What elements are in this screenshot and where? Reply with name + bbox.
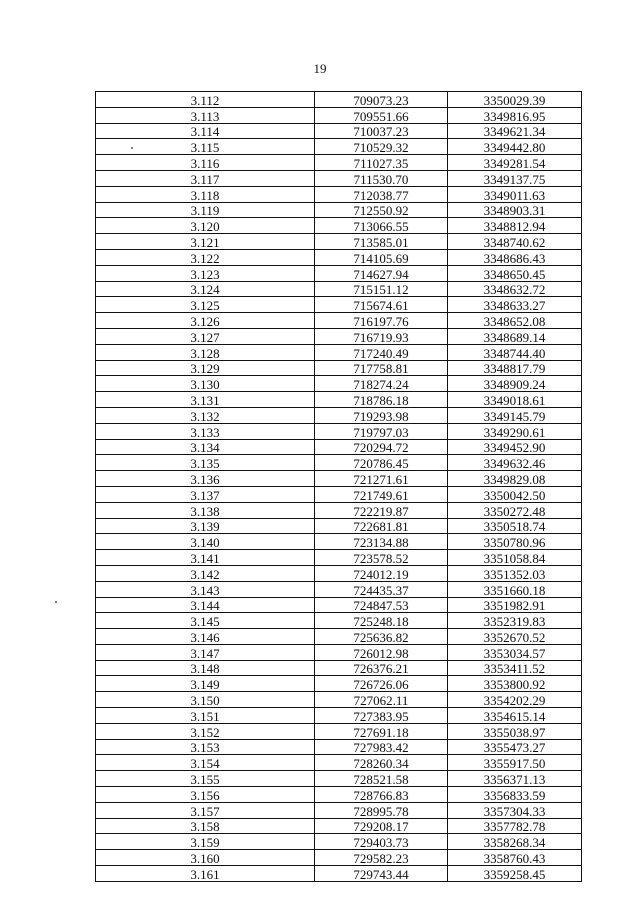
point-number-cell: 3.161 bbox=[96, 866, 315, 882]
x-coordinate-cell: 710037.23 bbox=[315, 123, 448, 139]
point-number-cell: 3.152 bbox=[96, 723, 315, 739]
x-coordinate-cell: 729403.73 bbox=[315, 834, 448, 850]
y-coordinate-cell: 3351352.03 bbox=[448, 565, 582, 581]
table-row bbox=[96, 439, 582, 455]
x-coordinate-cell: 714105.69 bbox=[315, 249, 448, 265]
point-number-cell: 3.128 bbox=[96, 344, 315, 360]
y-coordinate-cell: 3348909.24 bbox=[448, 376, 582, 392]
table-row bbox=[96, 155, 582, 171]
x-coordinate-cell: 715151.12 bbox=[315, 281, 448, 297]
y-coordinate-cell: 3349281.54 bbox=[448, 155, 582, 171]
point-number-cell: 3.138 bbox=[96, 502, 315, 518]
y-coordinate-cell: 3348632.72 bbox=[448, 281, 582, 297]
x-coordinate-cell: 713066.55 bbox=[315, 218, 448, 234]
point-number-cell: 3.119 bbox=[96, 202, 315, 218]
point-number-cell: 3.141 bbox=[96, 550, 315, 566]
y-coordinate-cell: 3349137.75 bbox=[448, 170, 582, 186]
x-coordinate-cell: 712550.92 bbox=[315, 202, 448, 218]
point-number-cell: 3.139 bbox=[96, 518, 315, 534]
table-row bbox=[96, 376, 582, 392]
table-row bbox=[96, 644, 582, 660]
x-coordinate-cell: 709551.66 bbox=[315, 107, 448, 123]
point-number-cell: 3.153 bbox=[96, 739, 315, 755]
table-row bbox=[96, 565, 582, 581]
y-coordinate-cell: 3355473.27 bbox=[448, 739, 582, 755]
table-row bbox=[96, 249, 582, 265]
x-coordinate-cell: 728521.58 bbox=[315, 771, 448, 787]
x-coordinate-cell: 720294.72 bbox=[315, 439, 448, 455]
table-row bbox=[96, 92, 582, 108]
y-coordinate-cell: 3356371.13 bbox=[448, 771, 582, 787]
table-row bbox=[96, 281, 582, 297]
x-coordinate-cell: 725636.82 bbox=[315, 629, 448, 645]
table-row bbox=[96, 486, 582, 502]
x-coordinate-cell: 726726.06 bbox=[315, 676, 448, 692]
table-row bbox=[96, 313, 582, 329]
x-coordinate-cell: 727383.95 bbox=[315, 708, 448, 724]
table-row bbox=[96, 866, 582, 882]
x-coordinate-cell: 709073.23 bbox=[315, 92, 448, 108]
coordinates-table-body bbox=[96, 92, 582, 882]
y-coordinate-cell: 3349632.46 bbox=[448, 455, 582, 471]
point-number-cell: 3.149 bbox=[96, 676, 315, 692]
x-coordinate-cell: 722681.81 bbox=[315, 518, 448, 534]
table-row bbox=[96, 107, 582, 123]
x-coordinate-cell: 724012.19 bbox=[315, 565, 448, 581]
x-coordinate-cell: 721749.61 bbox=[315, 486, 448, 502]
y-coordinate-cell: 3357782.78 bbox=[448, 818, 582, 834]
y-coordinate-cell: 3351660.18 bbox=[448, 581, 582, 597]
table-row bbox=[96, 771, 582, 787]
point-number-cell: 3.131 bbox=[96, 392, 315, 408]
x-coordinate-cell: 722219.87 bbox=[315, 502, 448, 518]
table-row bbox=[96, 218, 582, 234]
point-number-cell: 3.117 bbox=[96, 170, 315, 186]
x-coordinate-cell: 727691.18 bbox=[315, 723, 448, 739]
x-coordinate-cell: 714627.94 bbox=[315, 265, 448, 281]
point-number-cell: 3.116 bbox=[96, 155, 315, 171]
point-number-cell: 3.121 bbox=[96, 234, 315, 250]
table-row bbox=[96, 328, 582, 344]
y-coordinate-cell: 3350272.48 bbox=[448, 502, 582, 518]
y-coordinate-cell: 3351058.84 bbox=[448, 550, 582, 566]
x-coordinate-cell: 711027.35 bbox=[315, 155, 448, 171]
y-coordinate-cell: 3353411.52 bbox=[448, 660, 582, 676]
point-number-cell: 3.127 bbox=[96, 328, 315, 344]
point-number-cell: 3.143 bbox=[96, 581, 315, 597]
table-row bbox=[96, 344, 582, 360]
table-row bbox=[96, 550, 582, 566]
point-number-cell: 3.151 bbox=[96, 708, 315, 724]
point-number-cell: 3.113 bbox=[96, 107, 315, 123]
table-row bbox=[96, 597, 582, 613]
x-coordinate-cell: 721271.61 bbox=[315, 471, 448, 487]
x-coordinate-cell: 710529.32 bbox=[315, 139, 448, 155]
x-coordinate-cell: 717758.81 bbox=[315, 360, 448, 376]
x-coordinate-cell: 728995.78 bbox=[315, 802, 448, 818]
x-coordinate-cell: 718786.18 bbox=[315, 392, 448, 408]
y-coordinate-cell: 3350029.39 bbox=[448, 92, 582, 108]
point-number-cell: 3.140 bbox=[96, 534, 315, 550]
table-row bbox=[96, 723, 582, 739]
point-number-cell: 3.124 bbox=[96, 281, 315, 297]
table-row bbox=[96, 739, 582, 755]
x-coordinate-cell: 718274.24 bbox=[315, 376, 448, 392]
table-row bbox=[96, 834, 582, 850]
point-number-cell: 3.125 bbox=[96, 297, 315, 313]
y-coordinate-cell: 3352319.83 bbox=[448, 613, 582, 629]
page-number: 19 bbox=[313, 61, 327, 76]
y-coordinate-cell: 3353034.57 bbox=[448, 644, 582, 660]
table-row bbox=[96, 455, 582, 471]
y-coordinate-cell: 3349829.08 bbox=[448, 471, 582, 487]
table-row bbox=[96, 518, 582, 534]
point-number-cell: 3.148 bbox=[96, 660, 315, 676]
y-coordinate-cell: 3349816.95 bbox=[448, 107, 582, 123]
table-row bbox=[96, 818, 582, 834]
coordinates-table bbox=[95, 91, 582, 882]
point-number-cell: 3.129 bbox=[96, 360, 315, 376]
y-coordinate-cell: 3349018.61 bbox=[448, 392, 582, 408]
point-number-cell: 3.114 bbox=[96, 123, 315, 139]
x-coordinate-cell: 711530.70 bbox=[315, 170, 448, 186]
point-number-cell: 3.147 bbox=[96, 644, 315, 660]
table-row bbox=[96, 139, 582, 155]
point-number-cell: 3.159 bbox=[96, 834, 315, 850]
x-coordinate-cell: 723578.52 bbox=[315, 550, 448, 566]
y-coordinate-cell: 3352670.52 bbox=[448, 629, 582, 645]
y-coordinate-cell: 3355038.97 bbox=[448, 723, 582, 739]
point-number-cell: 3.155 bbox=[96, 771, 315, 787]
y-coordinate-cell: 3350518.74 bbox=[448, 518, 582, 534]
x-coordinate-cell: 725248.18 bbox=[315, 613, 448, 629]
y-coordinate-cell: 3348817.79 bbox=[448, 360, 582, 376]
y-coordinate-cell: 3356833.59 bbox=[448, 787, 582, 803]
point-number-cell: 3.112 bbox=[96, 92, 315, 108]
y-coordinate-cell: 3348744.40 bbox=[448, 344, 582, 360]
x-coordinate-cell: 729208.17 bbox=[315, 818, 448, 834]
table-row bbox=[96, 407, 582, 423]
point-number-cell: 3.135 bbox=[96, 455, 315, 471]
y-coordinate-cell: 3350780.96 bbox=[448, 534, 582, 550]
x-coordinate-cell: 713585.01 bbox=[315, 234, 448, 250]
y-coordinate-cell: 3348689.14 bbox=[448, 328, 582, 344]
point-number-cell: 3.156 bbox=[96, 787, 315, 803]
y-coordinate-cell: 3348740.62 bbox=[448, 234, 582, 250]
table-row bbox=[96, 202, 582, 218]
table-row bbox=[96, 534, 582, 550]
y-coordinate-cell: 3349011.63 bbox=[448, 186, 582, 202]
table-row bbox=[96, 265, 582, 281]
x-coordinate-cell: 724847.53 bbox=[315, 597, 448, 613]
x-coordinate-cell: 716719.93 bbox=[315, 328, 448, 344]
y-coordinate-cell: 3348686.43 bbox=[448, 249, 582, 265]
point-number-cell: 3.154 bbox=[96, 755, 315, 771]
y-coordinate-cell: 3353800.92 bbox=[448, 676, 582, 692]
table-row bbox=[96, 471, 582, 487]
table-row bbox=[96, 423, 582, 439]
x-coordinate-cell: 724435.37 bbox=[315, 581, 448, 597]
x-coordinate-cell: 717240.49 bbox=[315, 344, 448, 360]
y-coordinate-cell: 3348903.31 bbox=[448, 202, 582, 218]
point-number-cell: 3.126 bbox=[96, 313, 315, 329]
y-coordinate-cell: 3357304.33 bbox=[448, 802, 582, 818]
y-coordinate-cell: 3354615.14 bbox=[448, 708, 582, 724]
x-coordinate-cell: 716197.76 bbox=[315, 313, 448, 329]
x-coordinate-cell: 715674.61 bbox=[315, 297, 448, 313]
x-coordinate-cell: 728766.83 bbox=[315, 787, 448, 803]
point-number-cell: 3.145 bbox=[96, 613, 315, 629]
y-coordinate-cell: 3348650.45 bbox=[448, 265, 582, 281]
scan-speck bbox=[131, 147, 133, 149]
table-row bbox=[96, 708, 582, 724]
point-number-cell: 3.136 bbox=[96, 471, 315, 487]
table-row bbox=[96, 502, 582, 518]
point-number-cell: 3.123 bbox=[96, 265, 315, 281]
table-row bbox=[96, 613, 582, 629]
x-coordinate-cell: 719293.98 bbox=[315, 407, 448, 423]
table-row bbox=[96, 186, 582, 202]
point-number-cell: 3.120 bbox=[96, 218, 315, 234]
x-coordinate-cell: 726376.21 bbox=[315, 660, 448, 676]
x-coordinate-cell: 723134.88 bbox=[315, 534, 448, 550]
point-number-cell: 3.142 bbox=[96, 565, 315, 581]
y-coordinate-cell: 3359258.45 bbox=[448, 866, 582, 882]
table-row bbox=[96, 692, 582, 708]
x-coordinate-cell: 726012.98 bbox=[315, 644, 448, 660]
x-coordinate-cell: 719797.03 bbox=[315, 423, 448, 439]
y-coordinate-cell: 3350042.50 bbox=[448, 486, 582, 502]
point-number-cell: 3.122 bbox=[96, 249, 315, 265]
y-coordinate-cell: 3349145.79 bbox=[448, 407, 582, 423]
point-number-cell: 3.150 bbox=[96, 692, 315, 708]
point-number-cell: 3.133 bbox=[96, 423, 315, 439]
table-row bbox=[96, 234, 582, 250]
table-row bbox=[96, 360, 582, 376]
y-coordinate-cell: 3358760.43 bbox=[448, 850, 582, 866]
table-row bbox=[96, 629, 582, 645]
table-row bbox=[96, 660, 582, 676]
x-coordinate-cell: 720786.45 bbox=[315, 455, 448, 471]
point-number-cell: 3.144 bbox=[96, 597, 315, 613]
x-coordinate-cell: 728260.34 bbox=[315, 755, 448, 771]
y-coordinate-cell: 3358268.34 bbox=[448, 834, 582, 850]
table-row bbox=[96, 787, 582, 803]
y-coordinate-cell: 3349621.34 bbox=[448, 123, 582, 139]
point-number-cell: 3.118 bbox=[96, 186, 315, 202]
point-number-cell: 3.160 bbox=[96, 850, 315, 866]
y-coordinate-cell: 3348652.08 bbox=[448, 313, 582, 329]
x-coordinate-cell: 729743.44 bbox=[315, 866, 448, 882]
point-number-cell: 3.157 bbox=[96, 802, 315, 818]
point-number-cell: 3.146 bbox=[96, 629, 315, 645]
x-coordinate-cell: 729582.23 bbox=[315, 850, 448, 866]
y-coordinate-cell: 3349452.90 bbox=[448, 439, 582, 455]
table-row bbox=[96, 676, 582, 692]
point-number-cell: 3.158 bbox=[96, 818, 315, 834]
y-coordinate-cell: 3348633.27 bbox=[448, 297, 582, 313]
table-row bbox=[96, 581, 582, 597]
table-row bbox=[96, 392, 582, 408]
x-coordinate-cell: 727062.11 bbox=[315, 692, 448, 708]
y-coordinate-cell: 3351982.91 bbox=[448, 597, 582, 613]
point-number-cell: 3.134 bbox=[96, 439, 315, 455]
point-number-cell: 3.130 bbox=[96, 376, 315, 392]
y-coordinate-cell: 3349290.61 bbox=[448, 423, 582, 439]
table-row bbox=[96, 802, 582, 818]
x-coordinate-cell: 712038.77 bbox=[315, 186, 448, 202]
table-row bbox=[96, 850, 582, 866]
table-row bbox=[96, 755, 582, 771]
point-number-cell: 3.137 bbox=[96, 486, 315, 502]
y-coordinate-cell: 3355917.50 bbox=[448, 755, 582, 771]
y-coordinate-cell: 3349442.80 bbox=[448, 139, 582, 155]
y-coordinate-cell: 3354202.29 bbox=[448, 692, 582, 708]
point-number-cell: 3.115 bbox=[96, 139, 315, 155]
x-coordinate-cell: 727983.42 bbox=[315, 739, 448, 755]
point-number-cell: 3.132 bbox=[96, 407, 315, 423]
table-row bbox=[96, 170, 582, 186]
y-coordinate-cell: 3348812.94 bbox=[448, 218, 582, 234]
scan-speck bbox=[55, 601, 57, 603]
table-row bbox=[96, 297, 582, 313]
table-row bbox=[96, 123, 582, 139]
